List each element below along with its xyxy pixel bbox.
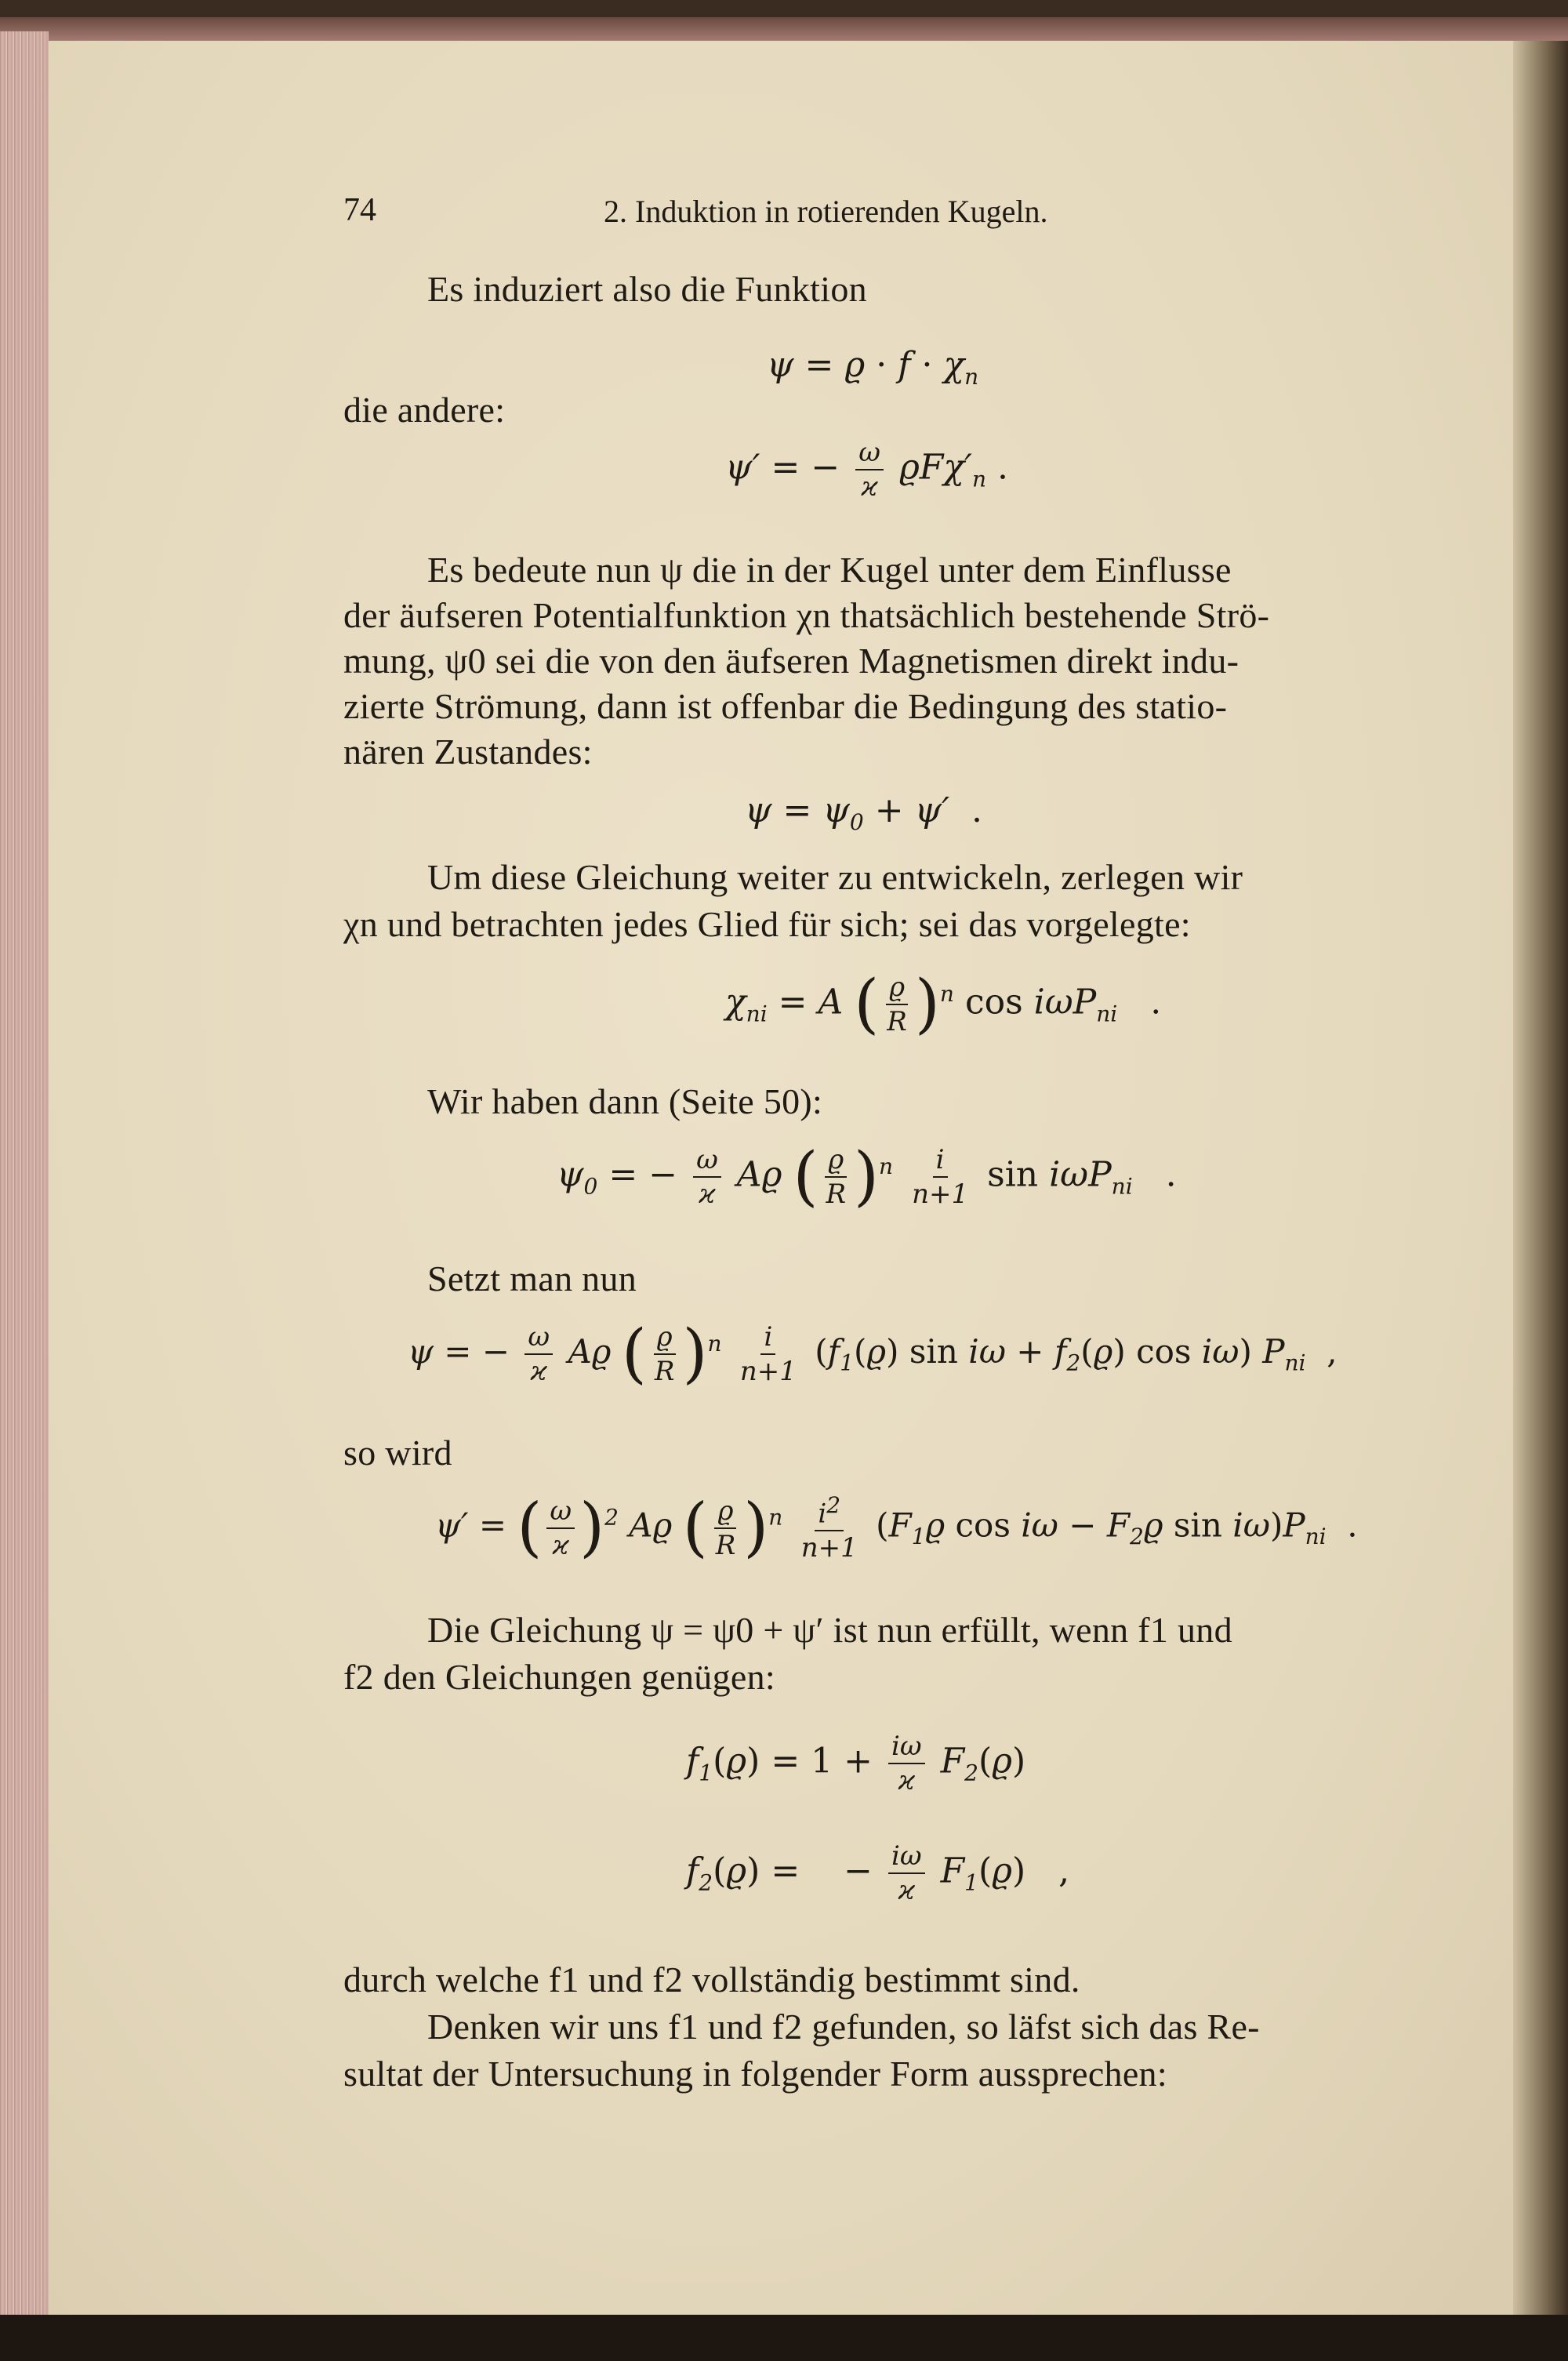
paragraph-3-line-3: mung, ψ0 sei die von den äufseren Magnetismen direkt indu- (343, 641, 1240, 681)
equation-7: ψ′ = ( $\frac{\omega}{ϰ}$ )$^2$ Aϱ ( $\frac{ϱ}{R}$ )$^n$ $\frac{i^2}{n+1}$ ($F_1ϱ$ $\cos i\omega - F_2ϱ$ $\sin i\omega)P_{ni}$ . (435, 1490, 1358, 1565)
paragraph-3-line-5: nären Zustandes: (343, 732, 593, 772)
paragraph-7: so wird (343, 1433, 452, 1473)
running-title: 2. Induktion in rotierenden Kugeln. (604, 194, 1048, 229)
book-top-edge (0, 17, 1568, 41)
paragraph-10-line-1: Denken wir uns f1 und f2 gefunden, so läfst sich das Re- (427, 2007, 1260, 2047)
book-page-edges (0, 31, 49, 2329)
paragraph-4-line-1: Um diese Gleichung weiter zu entwickeln, zerlegen wir (427, 857, 1243, 897)
paragraph-6: Setzt man nun (427, 1259, 637, 1299)
equation-4: $\chi_{ni} = A$ ( $\frac{ϱ}{R}$ )$^n$ cos iωP$_{ni}$ . (725, 967, 1162, 1041)
paragraph-9: durch welche f1 und f2 vollständig bestimmt sind. (343, 1960, 1080, 2000)
paragraph-10-line-2: sultat der Untersuchung in folgender Form aussprechen: (343, 2054, 1167, 2094)
paragraph-1: Es induziert also die Funktion (427, 269, 867, 309)
equation-3: $\psi = \psi_0 + \psi'$ . (745, 790, 983, 835)
paragraph-3-line-4: zierte Strömung, dann ist offenbar die Bedingung des statio- (343, 686, 1228, 726)
book-gutter (1513, 41, 1568, 2315)
equation-5: $\psi_0$ = − $\frac{\omega}{ϰ}$ Aϱ ( $\frac{ϱ}{R}$ )$^n$ $\frac{i}{n+1}$ sin iωP$_{ni}$ . (557, 1139, 1177, 1214)
equation-2: ψ′ = − $\frac{\omega}{ϰ}$ $ϱF\chi'_n$ . (725, 437, 1009, 503)
scan-bottom-edge (0, 2315, 1568, 2361)
paragraph-8-line-2: f2 den Gleichungen genügen: (343, 1657, 775, 1697)
paragraph-4-line-2: χn und betrachten jedes Glied für sich; sei das vorgelegte: (343, 904, 1191, 944)
paragraph-3-line-2: der äufseren Potentialfunktion χn thatsächlich bestehende Strö- (343, 595, 1270, 635)
paragraph-3-line-1: Es bedeute nun ψ die in der Kugel unter dem Einflusse (427, 550, 1232, 590)
paragraph-8-line-1: Die Gleichung ψ = ψ0 + ψ′ ist nun erfüllt, wenn f1 und (427, 1610, 1232, 1650)
equation-1: $\psi = ϱ \cdot f \cdot \chi_n$ (767, 345, 979, 390)
equation-8: $f_1(ϱ) = 1$ + $\frac{i\omega}{ϰ}$ $F_2(ϱ)$ (686, 1731, 1026, 1796)
paragraph-2: die andere: (343, 390, 506, 430)
equation-6: ψ = − $\frac{\omega}{ϰ}$ Aϱ ( $\frac{ϱ}{R}$ )$^n$ $\frac{i}{n+1}$ ($f_1(ϱ)$ $\sin i\omega + f_2(ϱ)$ cos iω) $P_{ni}$ , (408, 1317, 1338, 1391)
paragraph-5: Wir haben dann (Seite 50): (427, 1081, 823, 1121)
page-number: 74 (343, 192, 376, 228)
equation-9: $f_2(ϱ)$ = − $\frac{i\omega}{ϰ}$ $F_1(ϱ)$ , (686, 1840, 1070, 1906)
